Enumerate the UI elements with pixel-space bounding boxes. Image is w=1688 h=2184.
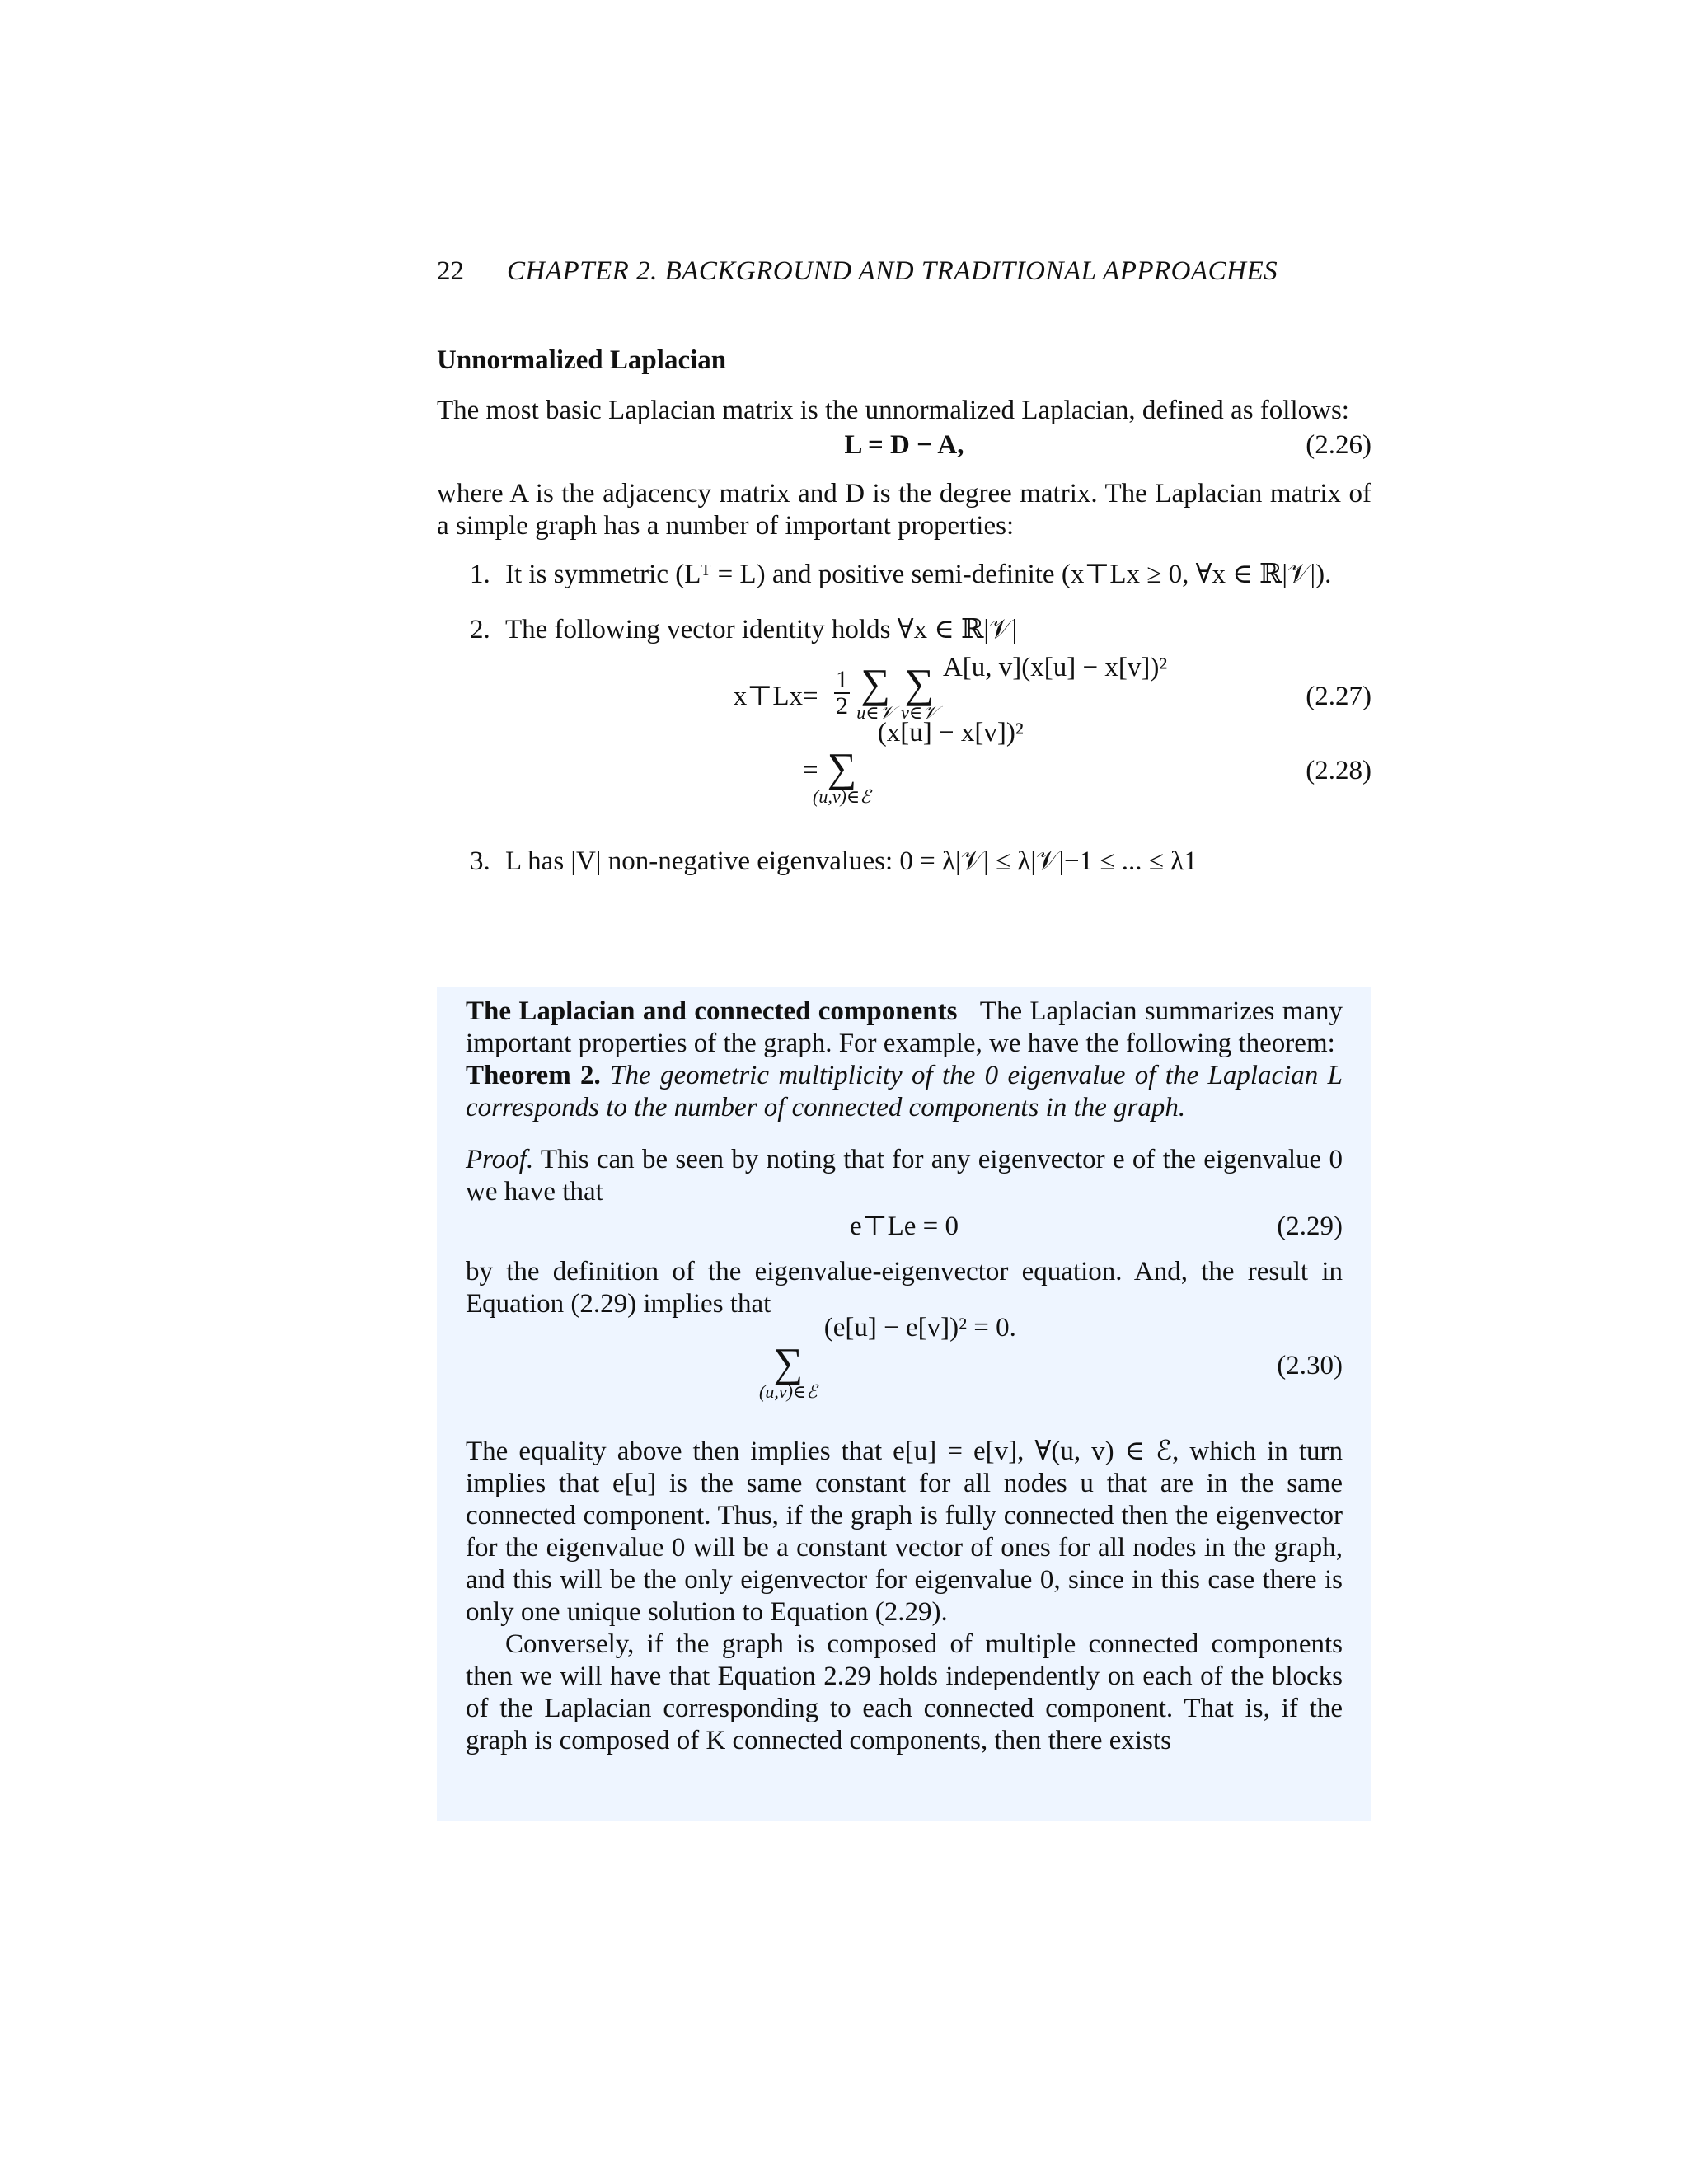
sum-term: A[u, v](x[u] − x[v])² <box>942 652 1168 682</box>
sum-subscript: (u,v)∈ℰ <box>813 786 871 807</box>
running-header <box>437 255 1372 305</box>
equation-tag: (2.29) <box>1277 1212 1343 1241</box>
box-paragraph <box>466 996 1343 1060</box>
equation-body: L = D − A, <box>844 430 964 460</box>
sum-subscript: (u,v)∈ℰ <box>759 1381 818 1402</box>
equation-body: (e[u] − e[v])² = 0. <box>823 1313 1016 1343</box>
equation-body-wrap <box>759 1313 1016 1402</box>
proof-text: This can be seen by noting that for any eigenvector e of the eigenvalue 0 we have that <box>466 1145 1343 1207</box>
list-text: It is symmetric (Lᵀ = L) and positive semi-definite (x⊤Lx ≥ 0, ∀x ∈ ℝ|𝒱|). <box>505 560 1332 589</box>
equation-tag: (2.30) <box>1277 1351 1343 1380</box>
box-paragraph: Conversely, if the graph is composed of multiple connected components then we will have that Equation 2.29 holds independently on each of the blocks of the Laplacian corresponding to each connected component. That is, if the graph is composed of K connected components, then there exists <box>466 1629 1343 1755</box>
equation-lhs: x⊤Lx <box>733 682 803 711</box>
box-paragraph: The equality above then implies that e[u] = e[v], ∀(u, v) ∈ ℰ, which in turn implies that e[u] is the same constant for all nodes u that are in the same connected component. Thus, if the graph is fully connected then the eigenvector for the eigenvalue 0 will be a constant vector of ones for all nodes in the graph, and this will be the only eigenvector for eigenvalue 0, since in this case there is only one unique solution to Equation (2.29). <box>466 1436 1343 1627</box>
list-text: The following vector identity holds ∀x ∈ ℝ|𝒱| <box>505 615 1018 644</box>
properties-list-continued <box>437 846 1372 878</box>
intro-paragraph: The most basic Laplacian matrix is the unnormalized Laplacian, defined as follows: <box>437 396 1349 425</box>
sum-symbol: ∑ (u,v)∈ℰ <box>759 1339 818 1402</box>
page-number: 22 <box>437 256 464 286</box>
equation-2-29 <box>466 1208 1343 1244</box>
sum-symbol: ∑ v∈𝒱 <box>901 660 938 723</box>
equation-rhs <box>813 718 1024 807</box>
fraction-numerator: 1 <box>836 666 848 693</box>
list-item <box>437 614 1372 646</box>
highlight-box-content <box>466 996 1343 1757</box>
equation-2-28 <box>437 718 1372 826</box>
equation-relation: = <box>803 682 818 711</box>
equation-relation: = <box>803 756 818 785</box>
sum-symbol: ∑ u∈𝒱 <box>856 660 894 723</box>
list-item <box>437 559 1372 591</box>
equation-tag: (2.28) <box>1306 756 1372 785</box>
equation-2-30 <box>466 1313 1343 1421</box>
sum-term: (x[u] − x[v])² <box>877 718 1024 748</box>
running-title: CHAPTER 2. BACKGROUND AND TRADITIONAL APPROACHES <box>507 256 1278 286</box>
list-text: L has |V| non-negative eigenvalues: 0 = λ|𝒱| ≤ λ|𝒱|−1 ≤ ... ≤ λ1 <box>505 846 1198 876</box>
list-number: 2. <box>470 615 490 644</box>
sum-symbol: ∑ (u,v)∈ℰ <box>813 744 871 807</box>
equation-rhs <box>834 652 1168 723</box>
adjacency-paragraph: where A is the adjacency matrix and D is the degree matrix. The Laplacian matrix of a simple graph has a number of important properties: <box>437 479 1372 541</box>
proof <box>466 1144 1343 1208</box>
fraction-half <box>834 668 850 719</box>
equation-body: e⊤Le = 0 <box>849 1212 959 1241</box>
list-item <box>437 846 1372 878</box>
equation-tag: (2.26) <box>1306 430 1372 460</box>
sum-subscript: u∈𝒱 <box>856 702 894 723</box>
equation-2-26 <box>437 427 1372 463</box>
fraction-denominator: 2 <box>836 692 848 719</box>
theorem-label: Theorem 2. <box>466 1061 601 1090</box>
equation-tag: (2.27) <box>1306 682 1372 711</box>
page-content <box>437 255 1372 901</box>
theorem-text: The geometric multiplicity of the 0 eigenvalue of the Laplacian L corresponds to the number of connected components in the graph. <box>466 1061 1343 1122</box>
paragraph-title: The Laplacian and connected components <box>466 996 958 1026</box>
list-number: 1. <box>470 560 490 589</box>
section-title: Unnormalized Laplacian <box>437 345 727 375</box>
box-paragraph: by the definition of the eigenvalue-eigenvector equation. And, the result in Equation (2.29) implies that <box>466 1257 1343 1319</box>
properties-list <box>437 559 1372 646</box>
paragraph-text: The Laplacian summarizes many important properties of the graph. For example, we have the following theorem: <box>466 996 1343 1058</box>
sum-subscript: v∈𝒱 <box>901 702 938 723</box>
proof-label: Proof. <box>466 1145 534 1174</box>
list-number: 3. <box>470 846 490 876</box>
theorem <box>466 1060 1343 1124</box>
